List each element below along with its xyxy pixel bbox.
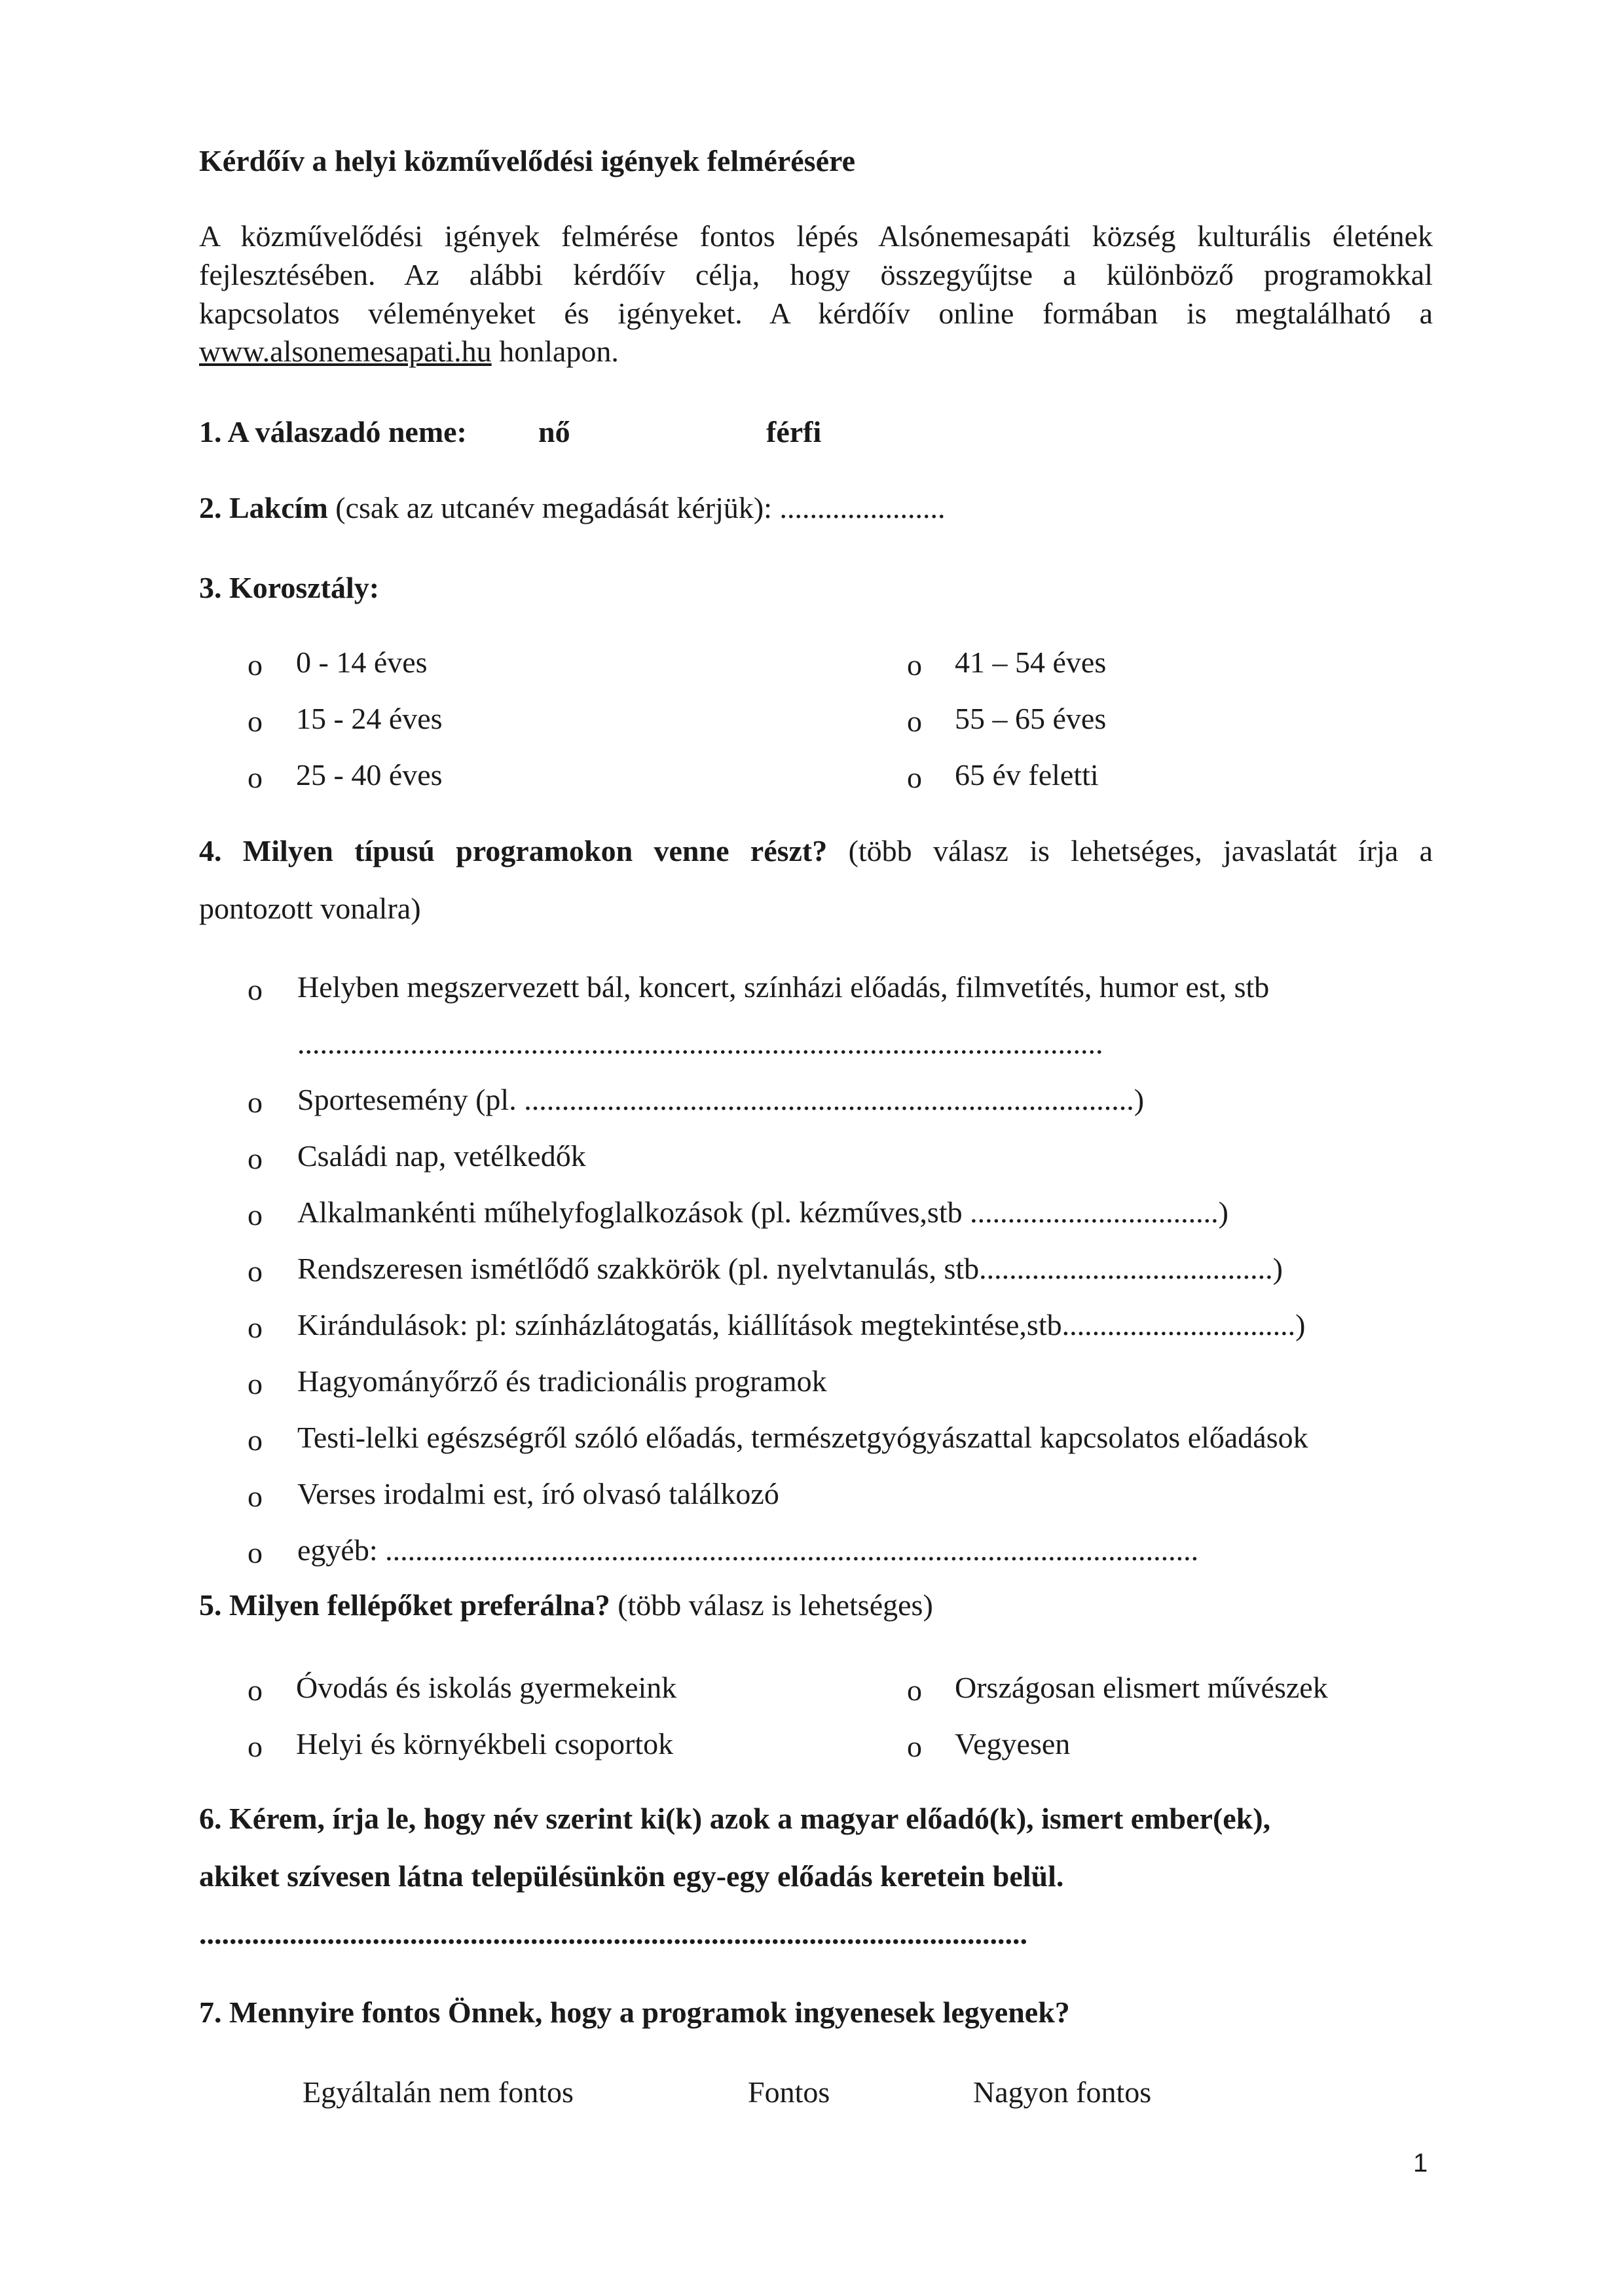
q5-option-bullet[interactable]: o: [248, 1730, 263, 1763]
q3-option-41-54: 41 – 54 éves: [955, 646, 1107, 679]
intro-line-2: fejlesztésében. Az alábbi kérdőív célja, hogy összegyűjtse a különböző programokkal: [199, 258, 1433, 291]
q3-option-bullet[interactable]: o: [907, 648, 922, 682]
q7-option-important[interactable]: Fontos: [748, 2075, 830, 2109]
q5-option-children: Óvodás és iskolás gyermekeink: [296, 1671, 677, 1704]
q4-label-line-2: pontozott vonalra): [199, 892, 421, 925]
q4-option-workshops: Alkalmankénti műhelyfoglalkozások (pl. kézműves,stb .................................): [297, 1195, 1228, 1229]
q4-option-bullet[interactable]: o: [248, 1367, 263, 1400]
q4-option-other: egyéb: ............................................................................................................: [297, 1533, 1199, 1567]
q5-option-local-groups: Helyi és környékbeli csoportok: [296, 1727, 674, 1760]
q3-option-55-65: 55 – 65 éves: [955, 702, 1107, 735]
q4-option-excursions: Kirándulások: pl: színházlátogatás, kiállítások megtekintése,stb...............................): [297, 1308, 1306, 1341]
q4-option-local-events: Helyben megszervezett bál, koncert, színházi előadás, filmvetítés, humor est, stb: [297, 970, 1270, 1004]
q3-option-bullet[interactable]: o: [248, 704, 263, 738]
q6-line-1: 6. Kérem, írja le, hogy név szerint ki(k) azok a magyar előadó(k), ismert ember(ek),: [199, 1802, 1271, 1835]
q4-option-clubs: Rendszeresen ismétlődő szakkörök (pl. nyelvtanulás, stb.......................................): [297, 1252, 1283, 1285]
q2-question: [199, 490, 945, 526]
q3-option-bullet[interactable]: o: [907, 761, 922, 794]
q5-option-bullet[interactable]: o: [907, 1730, 922, 1763]
q5-option-national-artists: Országosan elismert művészek: [955, 1671, 1328, 1704]
q4-option-bullet[interactable]: o: [248, 1480, 263, 1513]
q1-option-female[interactable]: nő: [538, 415, 570, 448]
q7-option-very-important[interactable]: Nagyon fontos: [973, 2075, 1152, 2109]
q5-label-rest: (több válasz is lehetséges): [610, 1588, 933, 1622]
page-number: 1: [1413, 2149, 1428, 2178]
q4-option-bullet[interactable]: o: [248, 1142, 263, 1175]
q4-option-bullet[interactable]: o: [248, 1423, 263, 1457]
q2-answer-line[interactable]: ......................: [771, 491, 946, 524]
q3-option-15-24: 15 - 24 éves: [296, 702, 443, 735]
q3-option-65-plus: 65 év feletti: [955, 758, 1099, 792]
q1-label: 1. A válaszadó neme:: [199, 415, 467, 448]
q5-option-bullet[interactable]: o: [248, 1673, 263, 1707]
q4-label: 4. Milyen típusú programokon venne részt?: [199, 834, 828, 867]
q3-option-25-40: 25 - 40 éves: [296, 758, 443, 792]
q3-option-bullet[interactable]: o: [907, 704, 922, 738]
q7-option-not-important[interactable]: Egyáltalán nem fontos: [303, 2075, 574, 2109]
q4-option-local-events-answer-line[interactable]: ...........................................................................................................: [297, 1027, 1103, 1060]
q4-option-bullet[interactable]: o: [248, 1311, 263, 1344]
q5-option-mixed: Vegyesen: [955, 1727, 1071, 1760]
q4-option-bullet[interactable]: o: [248, 1536, 263, 1569]
q4-label-rest: (több válasz is lehetséges, javaslatát írja a: [827, 834, 1433, 867]
q3-option-0-14: 0 - 14 éves: [296, 646, 428, 679]
q3-label: 3. Korosztály:: [199, 571, 380, 604]
q2-label-rest: (csak az utcanév megadását kérjük):: [327, 491, 772, 524]
q4-option-sport: Sportesemény (pl. .................................................................................): [297, 1083, 1145, 1116]
intro-line-4: [199, 333, 619, 369]
q3-option-bullet[interactable]: o: [248, 648, 263, 682]
q4-option-bullet[interactable]: o: [248, 973, 263, 1006]
intro-line-1: A közművelődési igények felmérése fontos lépés Alsónemesapáti község kulturális életének: [199, 219, 1433, 253]
q2-label: 2. Lakcím: [199, 491, 328, 524]
q6-answer-line[interactable]: ..............................................................................................................: [199, 1917, 1027, 1950]
q4-option-traditions: Hagyományőrző és tradicionális programok: [297, 1364, 827, 1398]
q5-option-bullet[interactable]: o: [907, 1673, 922, 1707]
q4-option-family-day: Családi nap, vetélkedők: [297, 1139, 586, 1173]
q5-question: [199, 1587, 933, 1623]
q4-option-literary-evening: Verses irodalmi est, író olvasó találkozó: [297, 1477, 779, 1510]
q5-label: 5. Milyen fellépőket preferálna?: [199, 1588, 610, 1622]
q1-option-male[interactable]: férfi: [766, 415, 822, 448]
q4-option-bullet[interactable]: o: [248, 1085, 263, 1119]
intro-line-4-rest: honlapon.: [491, 335, 619, 368]
q4-option-health-talks: Testi-lelki egészségről szóló előadás, természetgyógyászattal kapcsolatos előadások: [297, 1421, 1308, 1454]
q7-label: 7. Mennyire fontos Önnek, hogy a programok ingyenesek legyenek?: [199, 1995, 1070, 2029]
page-title: Kérdőív a helyi közművelődési igények felmérésére: [199, 144, 856, 177]
intro-line-3: kapcsolatos véleményeket és igényeket. A kérdőív online formában is megtalálható a: [199, 297, 1433, 330]
q4-option-bullet[interactable]: o: [248, 1254, 263, 1288]
q3-option-bullet[interactable]: o: [248, 761, 263, 794]
q4-option-bullet[interactable]: o: [248, 1198, 263, 1231]
q6-line-2: akiket szívesen látna településünkön egy-egy előadás keretein belül.: [199, 1859, 1064, 1893]
website-link[interactable]: www.alsonemesapati.hu: [199, 335, 492, 368]
q4-question: [199, 833, 1433, 869]
